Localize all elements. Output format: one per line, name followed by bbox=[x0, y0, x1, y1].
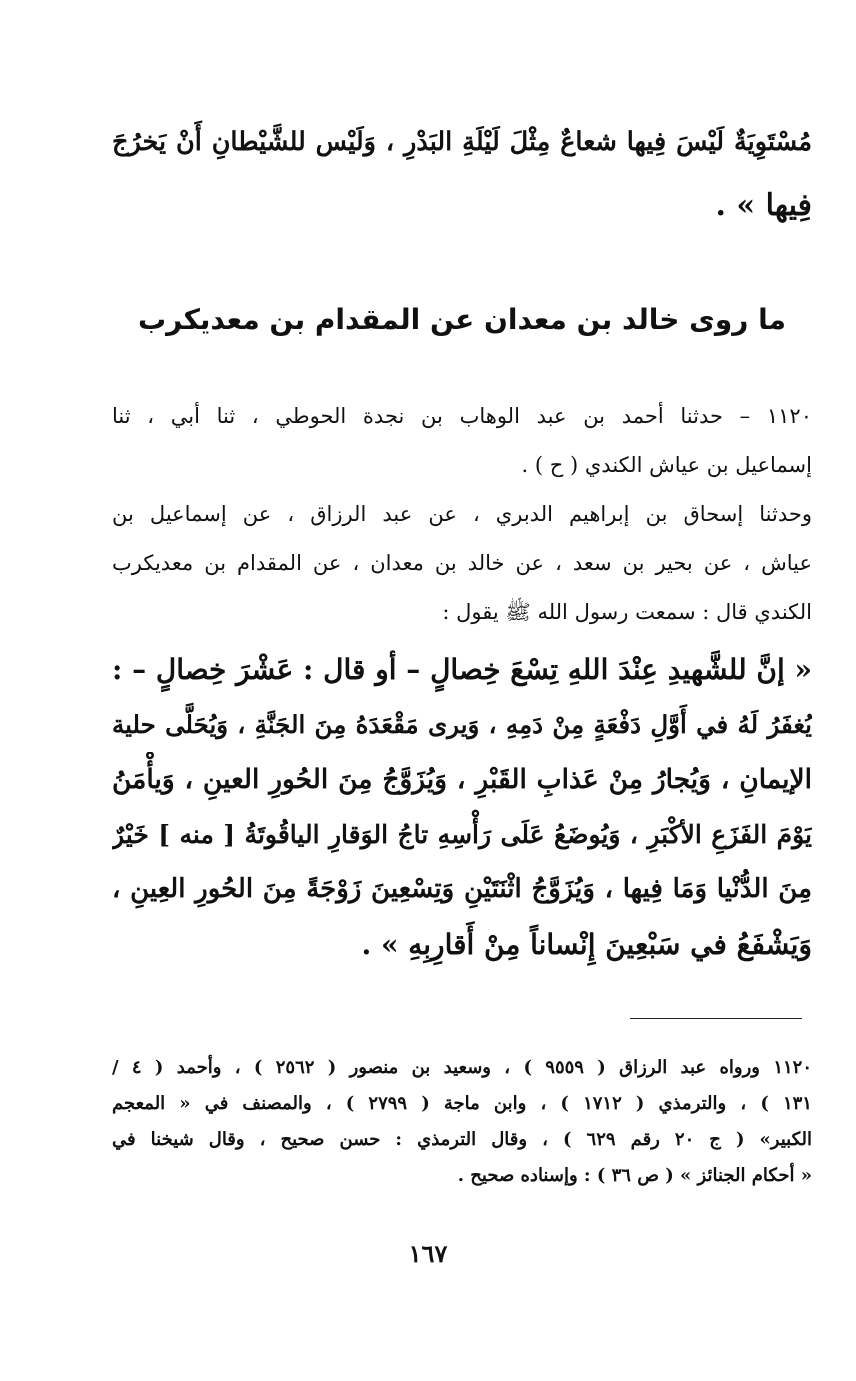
hadith-line: وَيَشْفَعُ في سَبْعِينَ إِنْساناً مِنْ أَقارِبِهِ » . bbox=[361, 928, 812, 961]
isnad-line: وحدثنا إسحاق بن إبراهيم الدبري ، عن عبد الرزاق ، عن إسماعيل بن bbox=[112, 502, 812, 526]
footnote-line: الكبير» ( ج ٢٠ رقم ٦٢٩ ) ، وقال الترمذي : حسن صحيح ، وقال شيخنا في bbox=[112, 1129, 812, 1150]
continuation-line: مُسْتَوِيَةٌ لَيْسَ فِيها شعاعٌ مِثْلَ لَيْلَةِ البَدْرِ ، وَلَيْس للشَّيْطانِ أَنْ يَخرُجَ bbox=[112, 127, 812, 157]
continuation-paragraph bbox=[112, 110, 812, 238]
hadith-isnad bbox=[112, 392, 812, 637]
hadith-line: الإيمانِ ، وَيُجارُ مِنْ عَذابِ القَبْرِ ، وَيُزَوَّجُ مِنَ الحُورِ العينِ ، وَيأْمَنُ bbox=[112, 764, 812, 795]
footnote-line: ١٣١ ) ، والترمذي ( ١٧١٢ ) ، وابن ماجة ( ٢٧٩٩ ) ، والمصنف في « المعجم bbox=[112, 1093, 812, 1114]
footnote-line: ١١٢٠ ورواه عبد الرزاق ( ٩٥٥٩ ) ، وسعيد بن منصور ( ٢٥٦٢ ) ، وأحمد ( ٤ / bbox=[112, 1057, 812, 1078]
isnad-line: الكندي قال : سمعت رسول الله ﷺ يقول : bbox=[442, 600, 812, 624]
hadith-line: « إنَّ للشَّهيدِ عِنْدَ اللهِ تِسْعَ خِصالٍ – أو قال : عَشْرَ خِصالٍ – : bbox=[112, 653, 812, 686]
hadith-line: يُغفَرُ لَهُ في أَوَّلِ دَفْعَةٍ مِنْ دَمِهِ ، وَيرى مَقْعَدَهُ مِنَ الجَنَّةِ ، وَيُحَلَّى حلية bbox=[112, 710, 812, 739]
hadith-line: مِنَ الدُّنْيا وَمَا فِيها ، وَيُزَوَّجُ اثْنَتَيْنِ وَتِسْعِينَ زَوْجَةً مِنَ الحُورِ العِينِ ، bbox=[112, 874, 812, 904]
isnad-line: ١١٢٠ – حدثنا أحمد بن عبد الوهاب بن نجدة الحوطي ، ثنا أبي ، ثنا bbox=[112, 404, 812, 428]
footnote bbox=[112, 1050, 812, 1194]
footnote-line: « أحكام الجنائز » ( ص ٣٦ ) : وإسناده صحيح . bbox=[457, 1165, 812, 1186]
continuation-line: فِيها » . bbox=[715, 188, 812, 223]
isnad-line: عياش ، عن بحير بن سعد ، عن خالد بن معدان ، عن المقدام بن معديكرب bbox=[112, 551, 812, 575]
hadith-line: يَوْمَ الفَزَعِ الأكْبَرِ ، وَيُوضَعُ عَلَى رَأْسِهِ تاجُ الوَقارِ الياقُوتَةُ [ منه ] خَيْرٌ bbox=[112, 820, 812, 849]
page-number: ١٦٧ bbox=[408, 1239, 448, 1268]
hadith-text bbox=[112, 642, 812, 972]
section-heading: ما روى خالد بن معدان عن المقدام بن معديكرب bbox=[138, 303, 786, 336]
footnote-divider bbox=[630, 1018, 802, 1019]
isnad-line: إسماعيل بن عياش الكندي ( ح ) . bbox=[521, 453, 812, 477]
